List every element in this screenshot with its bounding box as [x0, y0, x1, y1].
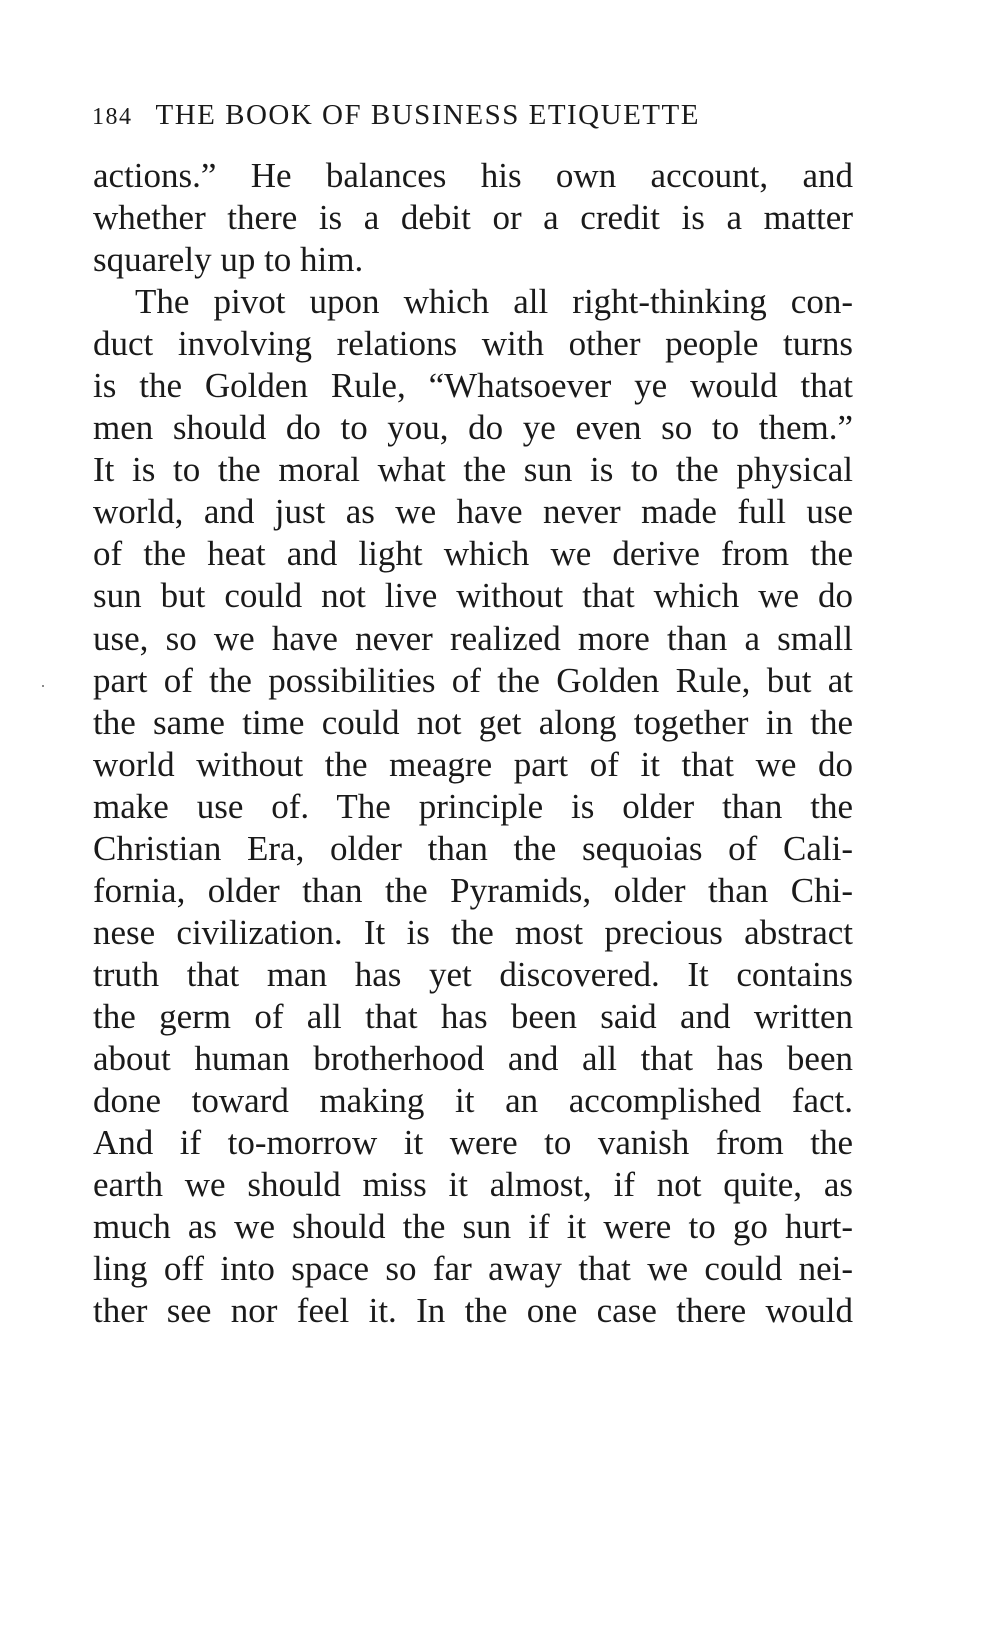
text-line: Christian Era, older than the sequoias of Cali- — [93, 828, 853, 868]
text-line: And if to-morrow it were to vanish from the — [93, 1123, 853, 1163]
text-line: of the heat and light which we derive from the — [93, 534, 853, 574]
text-line: about human brotherhood and all that has been — [93, 1038, 853, 1078]
text-line: men should do to you, do ye even so to them.” — [93, 408, 853, 448]
text-line: ther see nor feel it. In the one case there would — [93, 1291, 853, 1331]
text-line: fornia, older than the Pyramids, older than Chi- — [93, 870, 853, 910]
text-line: The pivot upon which all right-thinking con- — [135, 282, 853, 322]
stray-ink-mark — [42, 685, 44, 687]
text-line: duct involving relations with other people turns — [93, 324, 853, 364]
text-line: nese civilization. It is the most precious abstract — [93, 912, 853, 952]
text-line: actions.” He balances his own account, and — [93, 156, 853, 195]
page-number: 184 — [92, 104, 133, 130]
text-line: It is to the moral what the sun is to the physical — [93, 450, 853, 490]
text-line: earth we should miss it almost, if not quite, as — [93, 1165, 853, 1205]
body-text — [93, 155, 853, 1332]
text-line: part of the possibilities of the Golden Rule, but at — [93, 660, 853, 700]
text-line: world without the meagre part of it that we do — [93, 744, 853, 784]
text-line: ling off into space so far away that we could nei- — [93, 1249, 853, 1289]
text-line: the germ of all that has been said and written — [93, 996, 853, 1036]
text-line: truth that man has yet discovered. It contains — [93, 954, 853, 994]
text-line: is the Golden Rule, “Whatsoever ye would that — [93, 366, 853, 406]
text-line: world, and just as we have never made full use — [93, 492, 853, 532]
text-line: whether there is a debit or a credit is a matter — [93, 198, 853, 238]
text-line: the same time could not get along together in the — [93, 702, 853, 742]
text-line: squarely up to him. — [93, 240, 364, 280]
text-line: done toward making it an accomplished fact. — [93, 1081, 853, 1121]
text-line: make use of. The principle is older than the — [93, 786, 853, 826]
text-line: use, so we have never realized more than a small — [93, 618, 853, 658]
running-head — [92, 98, 812, 138]
book-title: THE BOOK OF BUSINESS ETIQUETTE — [155, 99, 700, 131]
text-line: sun but could not live without that which we do — [93, 576, 853, 616]
text-line: much as we should the sun if it were to go hurt- — [93, 1207, 853, 1247]
